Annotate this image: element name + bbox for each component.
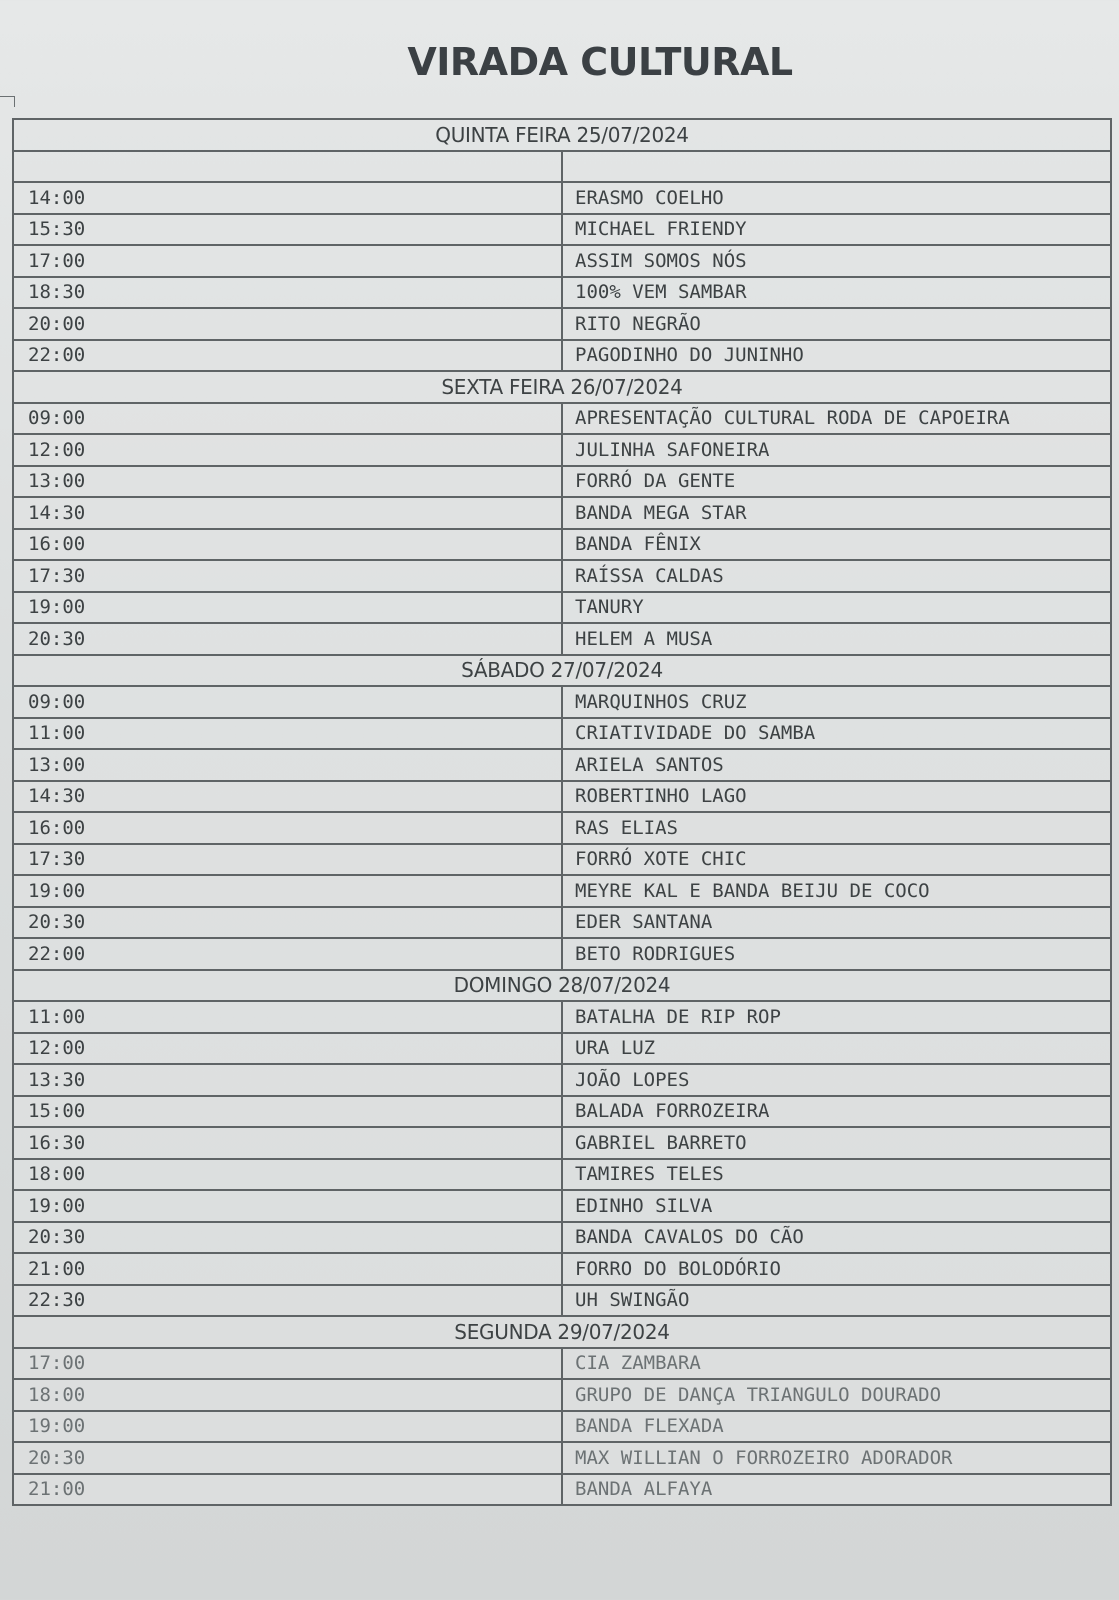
time-cell: 16:30 xyxy=(13,1127,562,1159)
table-row xyxy=(13,214,1111,246)
table-row xyxy=(13,1190,1111,1222)
day-header-row xyxy=(13,119,1111,151)
time-cell: 11:00 xyxy=(13,1001,562,1033)
day-header: QUINTA FEIRA 25/07/2024 xyxy=(13,119,1111,151)
time-cell: 22:00 xyxy=(13,340,562,372)
artist-cell: FORRÓ XOTE CHIC xyxy=(562,844,1111,876)
artist-cell: BANDA FÊNIX xyxy=(562,529,1111,561)
time-cell: 17:30 xyxy=(13,844,562,876)
table-row xyxy=(13,623,1111,655)
time-cell: 16:00 xyxy=(13,529,562,561)
artist-cell: ARIELA SANTOS xyxy=(562,749,1111,781)
artist-cell: BALADA FORROZEIRA xyxy=(562,1096,1111,1128)
artist-cell: GRUPO DE DANÇA TRIANGULO DOURADO xyxy=(562,1379,1111,1411)
time-cell: 20:00 xyxy=(13,308,562,340)
time-cell: 09:00 xyxy=(13,403,562,435)
time-cell: 19:00 xyxy=(13,1190,562,1222)
time-cell: 22:30 xyxy=(13,1285,562,1317)
artist-cell xyxy=(562,151,1111,183)
table-row xyxy=(13,560,1111,592)
time-cell: 16:00 xyxy=(13,812,562,844)
artist-cell: RAS ELIAS xyxy=(562,812,1111,844)
table-row xyxy=(13,403,1111,435)
table-row xyxy=(13,1379,1111,1411)
table-row xyxy=(13,1159,1111,1191)
cell-edge-mark xyxy=(0,96,15,107)
artist-cell: HELEM A MUSA xyxy=(562,623,1111,655)
artist-cell: ASSIM SOMOS NÓS xyxy=(562,245,1111,277)
day-header: DOMINGO 28/07/2024 xyxy=(13,970,1111,1002)
artist-cell: ERASMO COELHO xyxy=(562,182,1111,214)
artist-cell: RITO NEGRÃO xyxy=(562,308,1111,340)
time-cell: 14:30 xyxy=(13,781,562,813)
table-row xyxy=(13,907,1111,939)
artist-cell: URA LUZ xyxy=(562,1033,1111,1065)
table-row xyxy=(13,1222,1111,1254)
day-header: SEXTA FEIRA 26/07/2024 xyxy=(13,371,1111,403)
table-row xyxy=(13,1127,1111,1159)
table-row xyxy=(13,844,1111,876)
table-row xyxy=(13,182,1111,214)
artist-cell: PAGODINHO DO JUNINHO xyxy=(562,340,1111,372)
table-row xyxy=(13,1033,1111,1065)
table-row xyxy=(13,1411,1111,1443)
table-row xyxy=(13,781,1111,813)
artist-cell: GABRIEL BARRETO xyxy=(562,1127,1111,1159)
artist-cell: BANDA ALFAYA xyxy=(562,1474,1111,1506)
time-cell: 20:30 xyxy=(13,1222,562,1254)
table-row xyxy=(13,340,1111,372)
time-cell: 19:00 xyxy=(13,592,562,624)
table-row xyxy=(13,1474,1111,1506)
schedule-table xyxy=(12,118,1112,1506)
time-cell: 19:00 xyxy=(13,1411,562,1443)
time-cell: 17:30 xyxy=(13,560,562,592)
artist-cell: EDER SANTANA xyxy=(562,907,1111,939)
artist-cell: MAX WILLIAN O FORROZEIRO ADORADOR xyxy=(562,1442,1111,1474)
table-row xyxy=(13,1285,1111,1317)
table-row xyxy=(13,875,1111,907)
artist-cell: TANURY xyxy=(562,592,1111,624)
time-cell: 15:30 xyxy=(13,214,562,246)
table-row xyxy=(13,245,1111,277)
table-row xyxy=(13,1096,1111,1128)
table-row xyxy=(13,308,1111,340)
day-header-row xyxy=(13,1316,1111,1348)
artist-cell: FORRÓ DA GENTE xyxy=(562,466,1111,498)
artist-cell: RAÍSSA CALDAS xyxy=(562,560,1111,592)
table-row xyxy=(13,434,1111,466)
artist-cell: MEYRE KAL E BANDA BEIJU DE COCO xyxy=(562,875,1111,907)
time-cell: 20:30 xyxy=(13,623,562,655)
time-cell: 18:00 xyxy=(13,1159,562,1191)
time-cell: 14:00 xyxy=(13,182,562,214)
artist-cell: EDINHO SILVA xyxy=(562,1190,1111,1222)
table-row xyxy=(13,938,1111,970)
time-cell: 18:00 xyxy=(13,1379,562,1411)
day-header: SEGUNDA 29/07/2024 xyxy=(13,1316,1111,1348)
table-row xyxy=(13,812,1111,844)
artist-cell: CIA ZAMBARA xyxy=(562,1348,1111,1380)
artist-cell: APRESENTAÇÃO CULTURAL RODA DE CAPOEIRA xyxy=(562,403,1111,435)
artist-cell: BANDA MEGA STAR xyxy=(562,497,1111,529)
table-row xyxy=(13,151,1111,183)
artist-cell: MICHAEL FRIENDY xyxy=(562,214,1111,246)
artist-cell: BETO RODRIGUES xyxy=(562,938,1111,970)
table-row xyxy=(13,1442,1111,1474)
time-cell: 17:00 xyxy=(13,1348,562,1380)
day-header-row xyxy=(13,371,1111,403)
artist-cell: UH SWINGÃO xyxy=(562,1285,1111,1317)
time-cell: 17:00 xyxy=(13,245,562,277)
artist-cell: ROBERTINHO LAGO xyxy=(562,781,1111,813)
artist-cell: JOÃO LOPES xyxy=(562,1064,1111,1096)
table-row xyxy=(13,749,1111,781)
artist-cell: MARQUINHOS CRUZ xyxy=(562,686,1111,718)
schedule-body xyxy=(13,119,1111,1505)
time-cell: 18:30 xyxy=(13,277,562,309)
artist-cell: JULINHA SAFONEIRA xyxy=(562,434,1111,466)
day-header: SÁBADO 27/07/2024 xyxy=(13,655,1111,687)
day-header-row xyxy=(13,655,1111,687)
artist-cell: FORRO DO BOLODÓRIO xyxy=(562,1253,1111,1285)
page-title: VIRADA CULTURAL xyxy=(407,40,793,84)
artist-cell: 100% VEM SAMBAR xyxy=(562,277,1111,309)
table-row xyxy=(13,592,1111,624)
table-row xyxy=(13,1001,1111,1033)
time-cell: 20:30 xyxy=(13,1442,562,1474)
time-cell: 20:30 xyxy=(13,907,562,939)
time-cell: 21:00 xyxy=(13,1253,562,1285)
table-row xyxy=(13,686,1111,718)
table-row xyxy=(13,529,1111,561)
table-row xyxy=(13,497,1111,529)
time-cell: 13:00 xyxy=(13,749,562,781)
artist-cell: CRIATIVIDADE DO SAMBA xyxy=(562,718,1111,750)
time-cell xyxy=(13,151,562,183)
table-row xyxy=(13,1064,1111,1096)
time-cell: 09:00 xyxy=(13,686,562,718)
time-cell: 15:00 xyxy=(13,1096,562,1128)
time-cell: 12:00 xyxy=(13,434,562,466)
artist-cell: TAMIRES TELES xyxy=(562,1159,1111,1191)
time-cell: 11:00 xyxy=(13,718,562,750)
time-cell: 21:00 xyxy=(13,1474,562,1506)
day-header-row xyxy=(13,970,1111,1002)
table-row xyxy=(13,718,1111,750)
time-cell: 12:00 xyxy=(13,1033,562,1065)
table-row xyxy=(13,1348,1111,1380)
time-cell: 13:30 xyxy=(13,1064,562,1096)
time-cell: 14:30 xyxy=(13,497,562,529)
artist-cell: BANDA CAVALOS DO CÃO xyxy=(562,1222,1111,1254)
time-cell: 19:00 xyxy=(13,875,562,907)
table-row xyxy=(13,277,1111,309)
table-row xyxy=(13,466,1111,498)
time-cell: 22:00 xyxy=(13,938,562,970)
time-cell: 13:00 xyxy=(13,466,562,498)
artist-cell: BATALHA DE RIP ROP xyxy=(562,1001,1111,1033)
table-row xyxy=(13,1253,1111,1285)
artist-cell: BANDA FLEXADA xyxy=(562,1411,1111,1443)
